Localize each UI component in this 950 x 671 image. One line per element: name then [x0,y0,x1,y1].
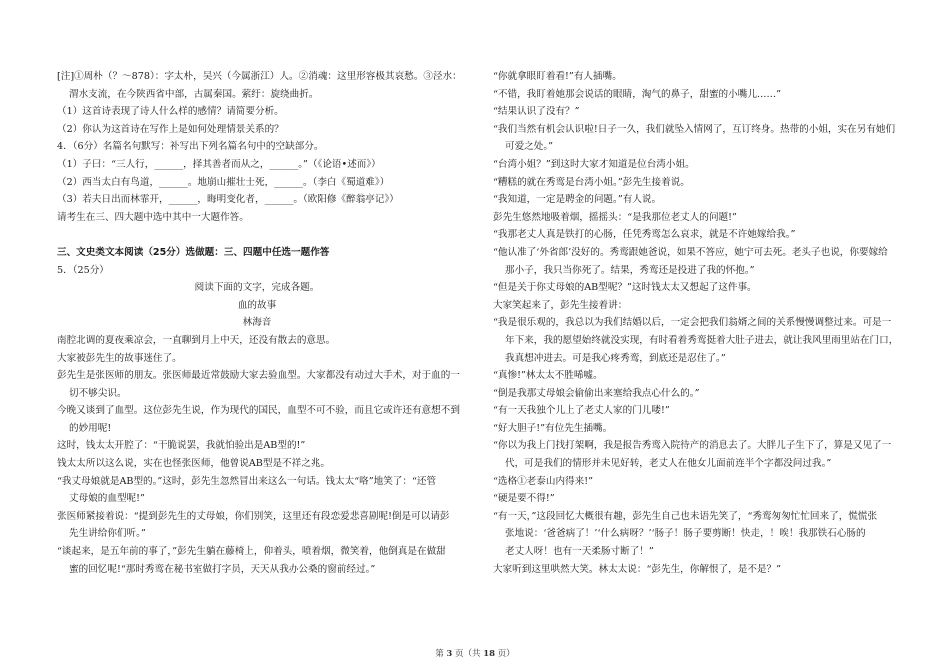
right-column-line: “台湾小姐？”到这时大家才知道是位台湾小姐。 [493,158,695,170]
right-column-line: “你以为我上门找打架啊，我是报告秀鸾入院待产的消息去了。大胖儿子生下了，算是又见了一 [493,440,892,452]
left-column-line: “谈起来，是五年前的事了，”彭先生躺在藤椅上，仰着头，喷着烟，微笑着，他倒真是在做甜 [57,546,446,558]
right-column-line: “选格①老泰山内得来!” [493,475,594,487]
right-column-line: “有一天我独个儿上了老丈人家的门儿喽!” [493,405,670,417]
left-column-line: （1）这首诗表现了诗人什么样的感情？请简要分析。 [57,106,284,118]
footer-page-number: 3 [446,649,453,659]
left-column-line: 蜜的回忆呢!“那时秀鸾在秘书室做打字员，天天从我办公桑的窗前经过。” [69,563,376,575]
right-column-line: 张地说：‘爸爸病了！’‘什么病呀？’‘肠子！肠子要剪断！快走，！唉！我那铁石心肠的 [505,528,866,540]
left-column-line: 先生讲给你们听。” [69,528,146,540]
right-column-line: 可爱之处。” [505,141,554,153]
left-column [57,68,462,578]
right-column-line: “我那老丈人真是铁打的心肠，任凭秀鸾怎么哀求，就是不许她嫁给我。” [493,229,796,241]
footer-total-pages: 18 [483,649,496,659]
right-column-line: 大家听到这里哄然大笑。林太太说：“彭先生，你解恨了，是不是？” [493,563,782,575]
left-column-line: 南腔北调的夏夜乘凉会，一直聊到月上中天，还没有散去的意思。 [57,334,336,346]
right-column-line: 老丈人呀！也有一天柔肠寸断了！” [505,546,654,558]
left-column-line: 5．（25分） [57,264,109,276]
left-column-line: “我丈母娘就是AB型的。”这时，彭先生忽然冒出来这么一句话。钱太太“咯”地笑了：“还管 [57,475,437,487]
right-column-line: “有一天，”这段回忆大概很有趣，彭先生自己也未语先笑了，“秀鸾匆匆忙忙回来了，慌慌张 [493,510,878,522]
left-column-line: （2）西当太白有鸟道，______。地崩山摧壮士死，______。（李白《蜀道难》） [57,176,390,188]
left-column-line: 今晚又谈到了血型。这位彭先生说，作为现代的国民，血型不可不验，而且它或许还有意想不到 [57,405,460,417]
right-column-line: “你就拿眼盯着看!”有人插嘴。 [493,71,622,82]
left-column-line: 阅读下面的文字，完成各题。 [194,282,320,294]
left-column-line: （3）若夫日出而林霏开，______，晦明变化者，______。（欧阳修《醉翁亭记》） [57,194,399,206]
page-footer [0,647,950,659]
left-column-line: 钱太太所以这么说，实在也怪张医师，他曾说AB型是不祥之兆。 [57,458,331,470]
left-column-line: 请考生在三、四大题中选中其中一大题作答。 [57,211,249,223]
left-column-line: 渭水支流，在今陕西省中部，古属秦国。萦纡：旋绕曲折。 [69,88,319,100]
right-column-line: 年下来，我的愿望始终就没实现，有时看着秀鸾挺着大肚子进去，就让我风里雨里站在门口， [505,334,899,346]
footer-prefix: 第 [435,649,444,659]
right-column-line: “硬是要不得!” [493,493,555,505]
left-column-line: 切不够尖识。 [69,387,127,399]
left-column-line: 这时，钱太太开腔了：“干脆说罢，我就怕验出是AB型的!” [57,440,306,452]
right-column-line: “我们当然有机会认识啦!日子一久，我们就坠入情网了，互订终身。热带的小姐，实在另有她们 [493,123,896,135]
left-column-line: 丈母娘的血型呢!” [69,493,145,505]
right-column-line: “但是关于你丈母娘的AB型呢？”这时钱太太又想起了这件事。 [493,282,757,294]
right-column-line: 那小子，我只当你死了。结果，秀鸾还是投进了我的怀抱。” [505,264,755,276]
right-column-line: “真惨!”林太太不胜唏嘘。 [493,370,603,382]
left-column-line: （1）子曰：“三人行，______，择其善者而从之，______。”（《论语•述而》） [57,158,381,170]
right-column-line: “我是很乐观的，我总以为我们结婚以后，一定会把我们翁婿之间的关系慢慢调整过来。可是一 [493,317,892,329]
left-column-line: 彭先生是张医师的朋友。张医师最近常鼓励大家去验血型。大家都没有动过大手术，对于血的一 [57,370,460,382]
right-column-line: “倒是我那丈母娘会偷偷出来塞给我点心什么的。” [493,387,700,399]
right-column [493,68,899,578]
right-column-line: 代，可是我们的情形并未见好转，老丈人在他女儿面前连半个字都没问过我。” [505,458,832,470]
footer-suffix: 页） [497,649,515,659]
right-column-line: “糟糕的就在秀鸾是台湾小姐。”彭先生接着说。 [493,176,690,188]
right-column-line: “结果认识了没有？” [493,106,580,118]
left-column-line: 血的故事 [237,299,277,311]
left-column-line: 的妙用呢! [69,422,112,434]
left-column-line: （2）你认为这首诗在写作上是如何处理情景关系的？ [57,123,284,135]
right-column-line: “不错，我盯着她那会说话的眼睛，淘气的鼻子，甜蜜的小嘴儿……” [493,88,782,100]
left-column-line: 4．（6分）名篇名句默写：补写出下列名篇名句中的空缺部分。 [57,141,324,153]
right-column-line: 我真想冲进去。可是我心疼秀鸾，到底还是忍住了。” [505,352,726,364]
left-column-line: 林海音 [242,317,272,329]
right-column-line: 大家笑起来了，彭先生接着讲： [493,299,628,311]
left-column-line [57,226,457,244]
right-column-line: 彭先生悠然地吸着烟，摇摇头：“是我那位老丈人的问题!” [493,211,737,223]
left-column-line: 张医师紧接着说：“提到彭先生的丈母娘，你们别笑，这里还有段恋爱悲喜剧呢!倒是可以请彭 [57,510,450,522]
left-column-line: [注]①周朴（？～878）：字太朴，吴兴（今属浙江）人。②消魂：这里形容极其哀愁。③泾水： [57,71,462,82]
right-column-line: “他认准了‘外省郎’没好的。秀鸾跟她爸说，如果不答应，她宁可去死。老头子也说，你要嫁给 [493,246,888,258]
right-column-line: “好大胆子!”有位先生插嘴。 [493,422,613,434]
footer-middle: 页（共 [455,649,481,659]
right-column-line: “我知道，一定是聘金的问题。”有人说。 [493,194,662,206]
left-column-line: 大家被彭先生的故事迷住了。 [57,352,182,364]
left-column-line: 三、文史类文本阅读（25分）选做题：三、四题中任选一题作答 [57,246,330,258]
